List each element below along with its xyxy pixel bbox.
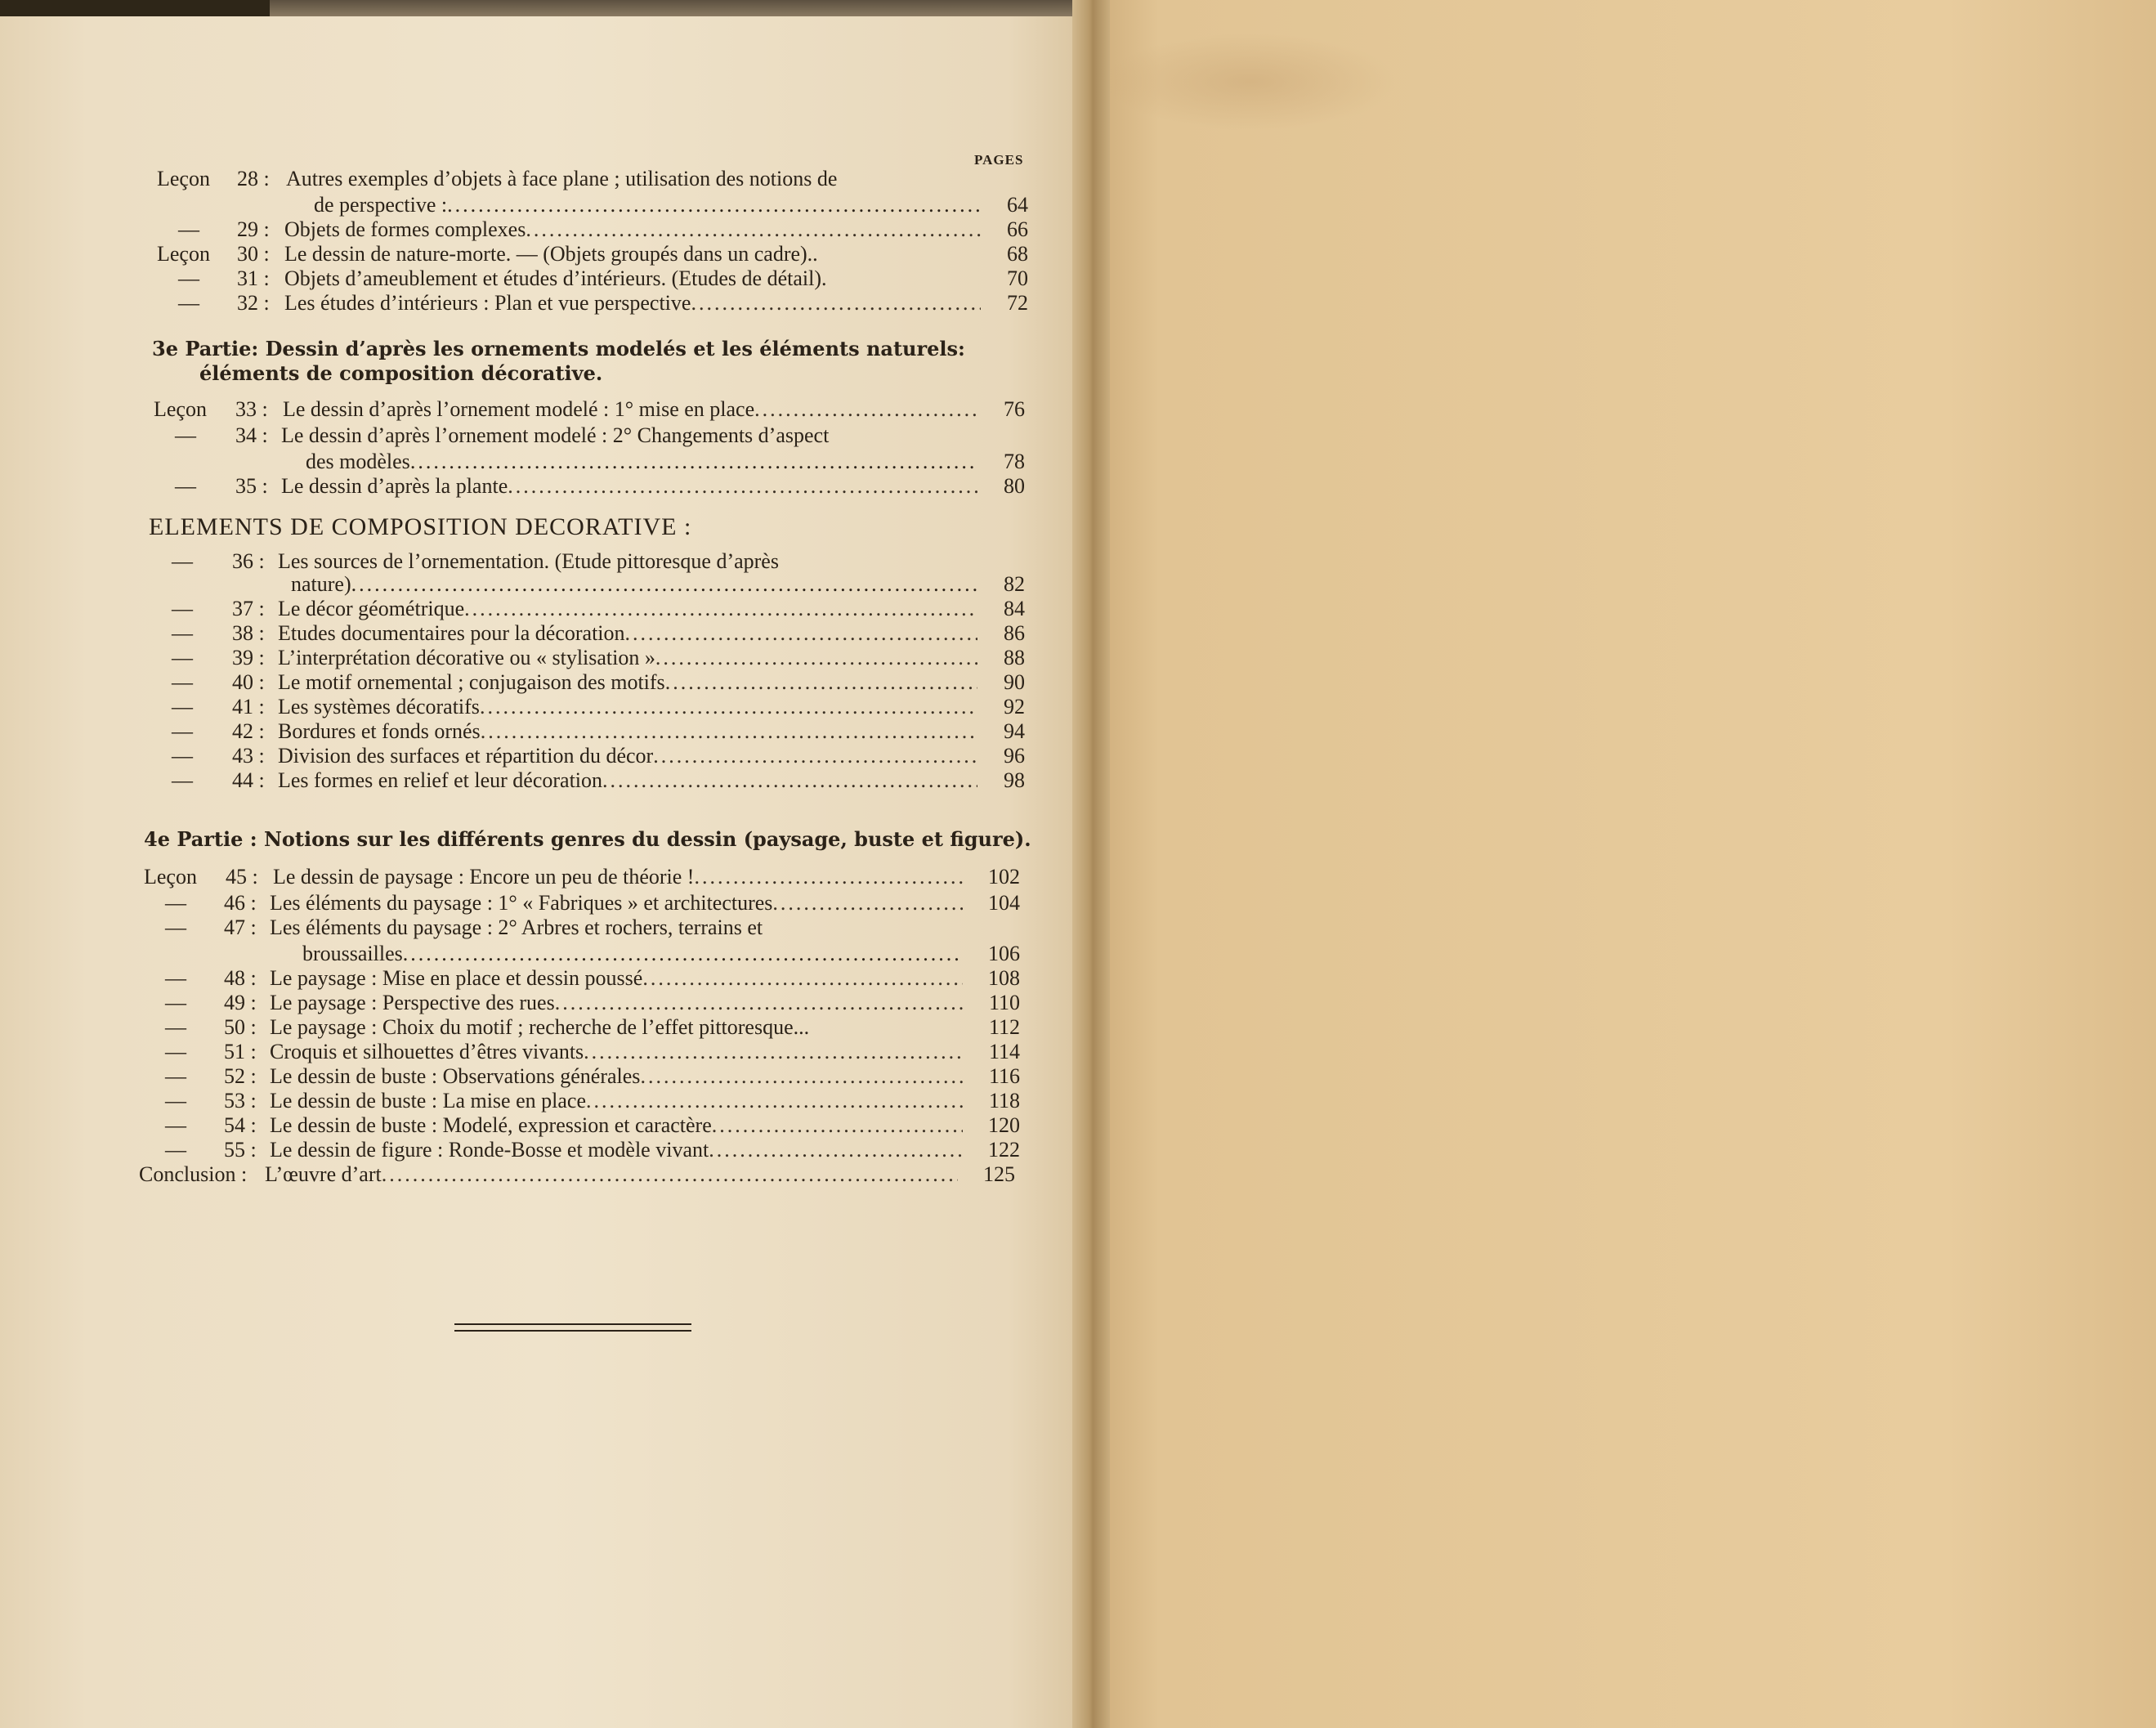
lesson-title: Objets d’ameublement et études d’intérieurs. (Etudes de détail). xyxy=(284,266,827,290)
toc-entry-continuation xyxy=(314,193,1028,217)
toc-entry xyxy=(165,1089,1020,1113)
page-number: 98 xyxy=(1004,768,1025,792)
toc-entry xyxy=(165,1015,1020,1040)
leader-dots xyxy=(655,646,977,670)
lesson-number: 54 : xyxy=(224,1113,257,1137)
lesson-prefix: — xyxy=(165,1113,186,1137)
page-number: 110 xyxy=(988,991,1020,1014)
lesson-title: Le dessin d’après l’ornement modelé : 1° mise en place xyxy=(283,397,755,421)
toc-entry xyxy=(178,291,1028,316)
lesson-title: Le paysage : Choix du motif ; recherche de l’effet pittoresque... xyxy=(270,1015,810,1039)
toc-entry xyxy=(172,670,1025,695)
lesson-title-continuation: nature) xyxy=(291,572,351,596)
conclusion-title: L’œuvre d’art xyxy=(265,1162,382,1186)
lesson-title: Autres exemples d’objets à face plane ; utilisation des notions de xyxy=(286,167,838,190)
lesson-prefix: — xyxy=(175,474,196,498)
lesson-number: 49 : xyxy=(224,991,257,1014)
lesson-title: Etudes documentaires pour la décoration xyxy=(278,621,625,645)
lesson-title: Les sources de l’ornementation. (Etude pittoresque d’après xyxy=(278,549,779,573)
leader-dots xyxy=(586,1089,963,1113)
lesson-prefix: — xyxy=(175,423,196,447)
lesson-title-continuation: broussailles xyxy=(302,942,403,965)
lesson-prefix: Leçon xyxy=(157,167,210,190)
toc-entry xyxy=(154,397,1025,422)
leader-dots xyxy=(772,891,963,915)
toc-entry xyxy=(172,695,1025,719)
toc-entry xyxy=(165,1040,1020,1064)
lesson-title: Les éléments du paysage : 1° « Fabriques » et architectures xyxy=(270,891,773,915)
toc-entry xyxy=(165,1064,1020,1089)
page-number: 125 xyxy=(983,1162,1015,1186)
lesson-prefix: — xyxy=(165,915,186,939)
page-number: 112 xyxy=(988,1015,1020,1039)
lesson-number: 34 : xyxy=(235,423,268,447)
page-number: 102 xyxy=(988,865,1020,889)
lesson-title: Le dessin de paysage : Encore un peu de théorie ! xyxy=(273,865,695,889)
lesson-number: 41 : xyxy=(232,695,265,719)
lesson-prefix: — xyxy=(165,966,186,990)
leader-dots xyxy=(754,397,977,422)
lesson-title: Le dessin de buste : Modelé, expression et caractère xyxy=(270,1113,712,1137)
lesson-prefix: — xyxy=(172,670,193,694)
leader-dots xyxy=(464,597,977,621)
page-number: 86 xyxy=(1004,621,1025,645)
toc-entry xyxy=(157,242,1028,266)
toc-entry xyxy=(172,744,1025,768)
lesson-title-continuation: de perspective : xyxy=(314,193,448,217)
lesson-number: 31 : xyxy=(237,266,270,290)
lesson-title: Le motif ornemental ; conjugaison des motifs xyxy=(278,670,665,694)
lesson-title: Le paysage : Mise en place et dessin poussé xyxy=(270,966,643,990)
page-number: 72 xyxy=(1007,291,1028,315)
lesson-number: 37 : xyxy=(232,597,265,620)
toc-entry xyxy=(165,991,1020,1015)
lesson-number: 43 : xyxy=(232,744,265,768)
lesson-prefix: — xyxy=(165,1138,186,1162)
lesson-title: Bordures et fonds ornés xyxy=(278,719,481,743)
lesson-title: Les éléments du paysage : 2° Arbres et rochers, terrains et xyxy=(270,915,763,939)
page-number: 122 xyxy=(988,1138,1020,1162)
toc-entry xyxy=(172,768,1025,793)
lesson-number: 42 : xyxy=(232,719,265,743)
leader-dots xyxy=(555,991,963,1015)
leader-dots xyxy=(584,1040,963,1064)
toc-entry xyxy=(175,423,992,448)
page-number: 78 xyxy=(1004,450,1025,473)
lesson-prefix: Leçon xyxy=(144,865,197,889)
lesson-number: 46 : xyxy=(224,891,257,915)
lesson-title: Les formes en relief et leur décoration xyxy=(278,768,603,792)
leader-dots xyxy=(691,291,981,316)
page-number: 82 xyxy=(1004,572,1025,596)
toc-entry-continuation xyxy=(291,572,1025,597)
right-page-blank xyxy=(1095,0,2156,1728)
lesson-number: 39 : xyxy=(232,646,265,669)
page-number: 94 xyxy=(1004,719,1025,743)
leader-dots xyxy=(694,865,963,889)
page-number: 76 xyxy=(1004,397,1025,421)
lesson-number: 44 : xyxy=(232,768,265,792)
lesson-number: 32 : xyxy=(237,291,270,315)
toc-entry xyxy=(165,915,963,940)
lesson-number: 33 : xyxy=(235,397,268,421)
lesson-prefix: Leçon xyxy=(157,242,210,266)
leader-dots xyxy=(351,572,977,597)
lesson-prefix: — xyxy=(172,621,193,645)
lesson-prefix: — xyxy=(172,646,193,669)
lesson-title: Croquis et silhouettes d’êtres vivants xyxy=(270,1040,584,1063)
page-number: 120 xyxy=(988,1113,1020,1137)
leader-dots xyxy=(403,942,963,966)
lesson-prefix: — xyxy=(165,1064,186,1088)
lesson-title: Le dessin d’après la plante xyxy=(281,474,508,498)
lesson-number: 52 : xyxy=(224,1064,257,1088)
lesson-number: 45 : xyxy=(226,865,258,889)
leader-dots xyxy=(526,217,981,242)
lesson-number: 30 : xyxy=(237,242,270,266)
lesson-title: Le dessin de buste : Observations générales xyxy=(270,1064,641,1088)
toc-entry xyxy=(165,966,1020,991)
lesson-title: Les études d’intérieurs : Plan et vue perspective xyxy=(284,291,691,315)
page-number: 92 xyxy=(1004,695,1025,719)
lesson-prefix: — xyxy=(178,217,199,241)
lesson-prefix: — xyxy=(172,744,193,768)
lesson-title: Le dessin de figure : Ronde-Bosse et modèle vivant xyxy=(270,1138,709,1162)
lesson-number: 55 : xyxy=(224,1138,257,1162)
lesson-number: 29 : xyxy=(237,217,270,241)
lesson-prefix: — xyxy=(165,991,186,1014)
toc-entry xyxy=(172,719,1025,744)
toc-entry xyxy=(172,597,1025,621)
page-number: 70 xyxy=(1007,266,1028,290)
lesson-prefix: — xyxy=(172,768,193,792)
lesson-title-continuation: des modèles xyxy=(306,450,410,473)
paper-stain xyxy=(1103,33,1398,131)
lesson-prefix: — xyxy=(172,719,193,743)
page-number: 64 xyxy=(1007,193,1028,217)
toc-entry xyxy=(172,549,989,574)
leader-dots xyxy=(653,744,977,768)
leader-dots xyxy=(481,719,977,744)
lesson-prefix: — xyxy=(172,597,193,620)
page-number: 84 xyxy=(1004,597,1025,620)
lesson-prefix: — xyxy=(178,291,199,315)
lesson-number: 28 : xyxy=(237,167,270,190)
lesson-prefix: — xyxy=(178,266,199,290)
toc-entry-continuation xyxy=(302,942,1020,966)
page-number: 80 xyxy=(1004,474,1025,498)
page-number: 114 xyxy=(988,1040,1020,1063)
page-number: 66 xyxy=(1007,217,1028,241)
lesson-number: 47 : xyxy=(224,915,257,939)
leader-dots xyxy=(480,695,977,719)
leader-dots xyxy=(640,1064,963,1089)
lesson-title: Le dessin d’après l’ornement modelé : 2° Changements d’aspect xyxy=(281,423,830,447)
lesson-prefix: — xyxy=(165,891,186,915)
lesson-number: 35 : xyxy=(235,474,268,498)
page-number: 106 xyxy=(988,942,1020,965)
lesson-prefix: — xyxy=(165,1040,186,1063)
leader-dots xyxy=(642,966,963,991)
pages-column-header: PAGES xyxy=(974,152,1024,168)
table-of-contents xyxy=(0,0,1095,1390)
toc-entry xyxy=(165,891,1020,915)
toc-entry-conclusion xyxy=(139,1162,1015,1187)
toc-entry xyxy=(178,217,1028,242)
leader-dots xyxy=(602,768,977,793)
leader-dots xyxy=(508,474,977,499)
toc-entry xyxy=(165,1113,1020,1138)
end-double-rule xyxy=(454,1323,691,1332)
lesson-number: 50 : xyxy=(224,1015,257,1039)
toc-entry xyxy=(157,167,973,191)
lesson-number: 38 : xyxy=(232,621,265,645)
lesson-title: Les systèmes décoratifs xyxy=(278,695,480,719)
leader-dots xyxy=(447,193,981,217)
leader-dots xyxy=(709,1138,963,1162)
lesson-title: Le paysage : Perspective des rues xyxy=(270,991,555,1014)
toc-entry xyxy=(175,474,1025,499)
toc-entry xyxy=(172,646,1025,670)
leader-dots xyxy=(410,450,977,474)
page-number: 118 xyxy=(988,1089,1020,1112)
lesson-title: Division des surfaces et répartition du décor xyxy=(278,744,654,768)
lesson-number: 51 : xyxy=(224,1040,257,1063)
lesson-title: L’interprétation décorative ou « stylisation » xyxy=(278,646,655,669)
lesson-prefix: — xyxy=(172,549,193,573)
part-3-heading-line2: éléments de composition décorative. xyxy=(199,361,603,385)
conclusion-prefix: Conclusion : xyxy=(139,1162,248,1186)
lesson-prefix: — xyxy=(165,1015,186,1039)
page-number: 68 xyxy=(1007,242,1028,266)
lesson-prefix: Leçon xyxy=(154,397,207,421)
page-number: 90 xyxy=(1004,670,1025,694)
leader-dots xyxy=(382,1162,958,1187)
lesson-title: Objets de formes complexes xyxy=(284,217,526,241)
toc-entry xyxy=(144,865,1020,889)
page-number: 104 xyxy=(988,891,1020,915)
leader-dots xyxy=(712,1113,963,1138)
toc-entry xyxy=(165,1138,1020,1162)
part-4-heading: 4e Partie : Notions sur les différents genres du dessin (paysage, buste et figure). xyxy=(144,827,1031,851)
page-number: 88 xyxy=(1004,646,1025,669)
lesson-number: 53 : xyxy=(224,1089,257,1112)
lesson-number: 40 : xyxy=(232,670,265,694)
lesson-prefix: — xyxy=(172,695,193,719)
lesson-title: Le décor géométrique xyxy=(278,597,465,620)
lesson-number: 36 : xyxy=(232,549,265,573)
toc-entry-continuation xyxy=(306,450,1025,474)
toc-entry xyxy=(178,266,1028,291)
part-3-heading: 3e Partie: Dessin d’après les ornements modelés et les éléments naturels: xyxy=(152,337,965,360)
lesson-title: Le dessin de buste : La mise en place xyxy=(270,1089,586,1112)
page-number: 108 xyxy=(988,966,1020,990)
leader-dots xyxy=(665,670,977,695)
page-number: 96 xyxy=(1004,744,1025,768)
leader-dots xyxy=(625,621,977,646)
lesson-number: 48 : xyxy=(224,966,257,990)
lesson-title: Le dessin de nature-morte. — (Objets groupés dans un cadre).. xyxy=(284,242,818,266)
page-number: 116 xyxy=(988,1064,1020,1088)
decorative-composition-heading: ELEMENTS DE COMPOSITION DECORATIVE : xyxy=(149,513,692,540)
lesson-prefix: — xyxy=(165,1089,186,1112)
toc-entry xyxy=(172,621,1025,646)
